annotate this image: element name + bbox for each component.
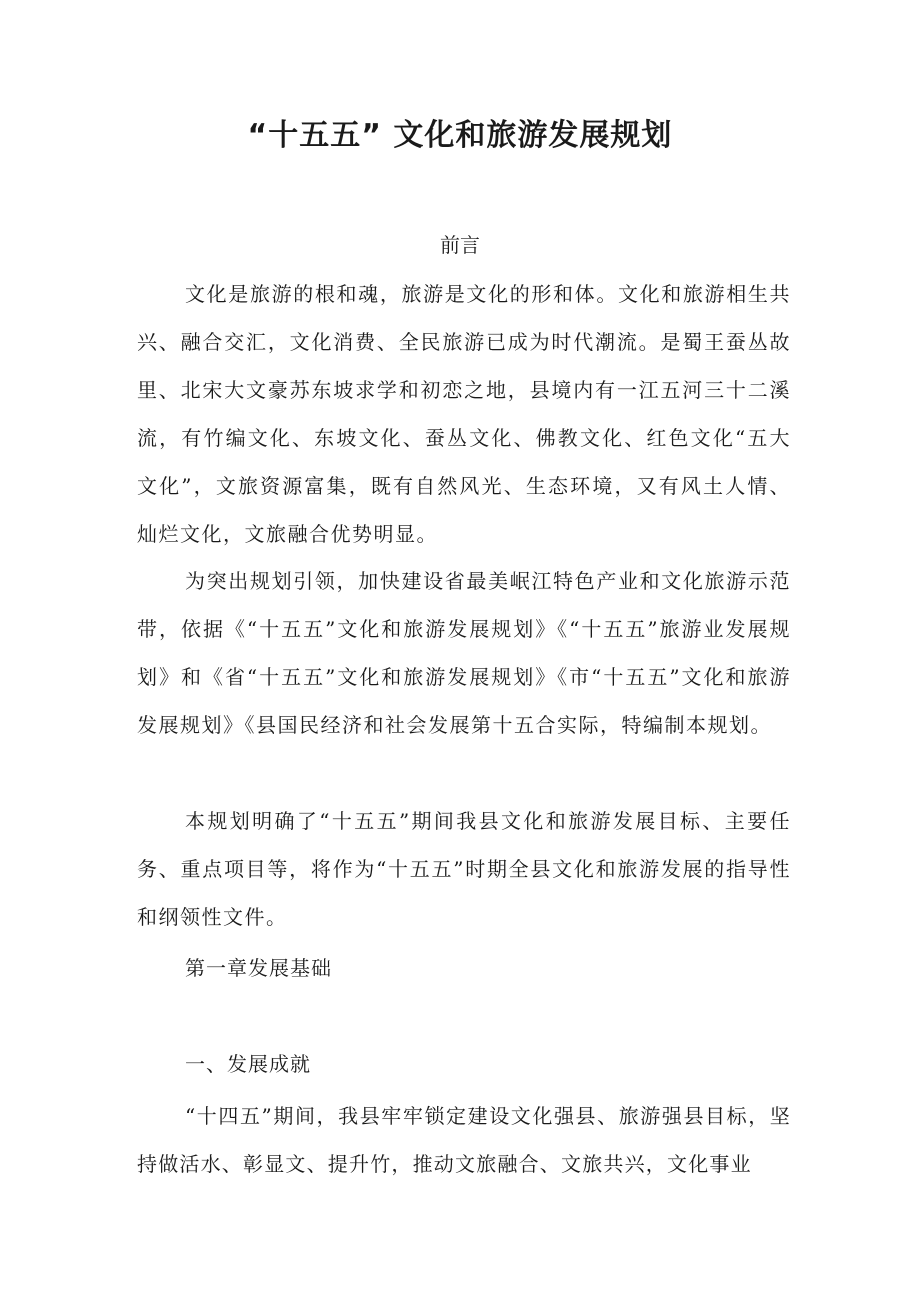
preface-heading: 前言 (440, 233, 480, 257)
paragraph-intro: 文化是旅游的根和魂，旅游是文化的形和体。文化和旅游相生共兴、融合交汇，文化消费、全民旅游已成为时代潮流。是蜀王蚕丛故里、北宋大文豪苏东坡求学和初恋之地，县境内有一江五河三十二溪流，有竹编文化、东坡文化、蚕丛文化、佛教文化、红色文化“五大文化”，文旅资源富集，既有自然风光、生态环境，又有风土人情、灿烂文化，文旅融合优势明显。 (137, 282, 791, 546)
section-heading: 一、发展成就 (185, 1052, 311, 1076)
paragraph-purpose: 本规划明确了“十五五”期间我县文化和旅游发展目标、主要任务、重点项目等，将作为“十五五”时期全县文化和旅游发展的指导性和纲领性文件。 (137, 809, 791, 929)
paragraph-basis: 为突出规划引领，加快建设省最美岷江特色产业和文化旅游示范带，依据《“十五五”文化和旅游发展规划》《“十五五”旅游业发展规划》和《省“十五五”文化和旅游发展规划》《市“十五五”文化和旅游发展规划》《县国民经济和社会发展第十五合实际，特编制本规划。 (137, 569, 791, 737)
document-title: “十五五” 文化和旅游发展规划 (247, 118, 673, 153)
paragraph-achievements: “十四五”期间，我县牢牢锁定建设文化强县、旅游强县目标，坚持做活水、彰显文、提升竹，推动文旅融合、文旅共兴，文化事业 (137, 1104, 791, 1176)
chapter-heading: 第一章发展基础 (185, 956, 332, 980)
